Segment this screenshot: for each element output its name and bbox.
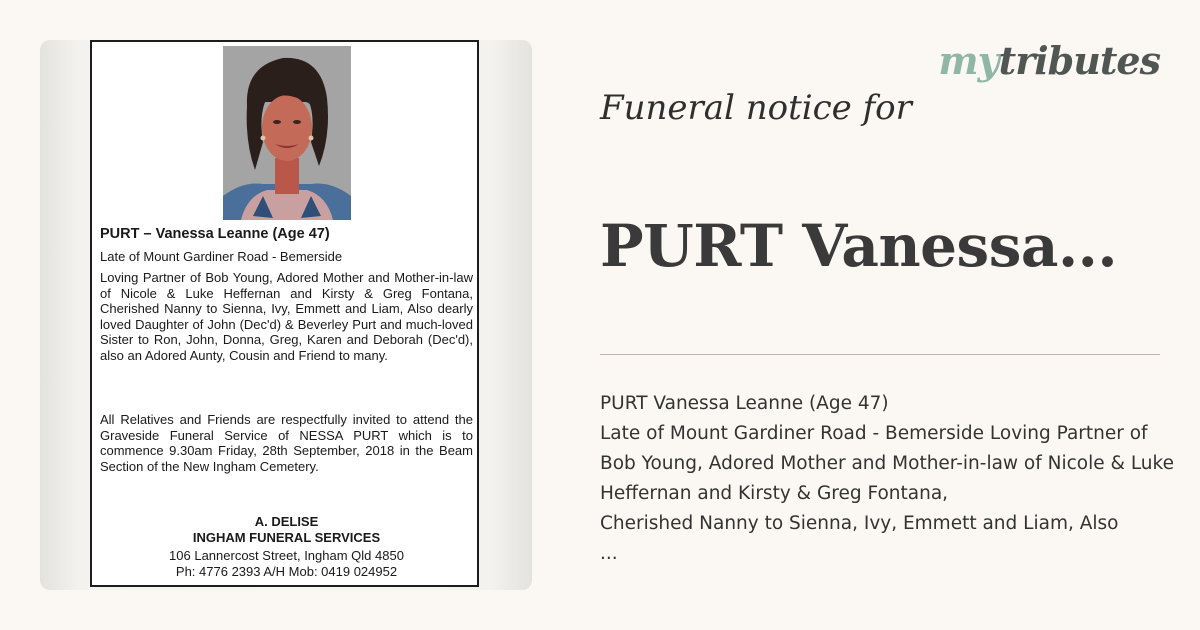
funeral-services-name: INGHAM FUNERAL SERVICES xyxy=(192,530,381,545)
notice-body-family: Loving Partner of Bob Young, Adored Mother and Mother-in-law of Nicole & Luke Heffernan and Kirsty & Greg Fontana, Cherished Nanny to Sienna, Ivy, Emmett and Liam, Also dearly loved Daughter of John (Dec'd) & Beverley Purt and much-loved Sister to Ron, John, Donna, Greg, Karen and Deborah (Dec'd), also an Adored Aunty, Cousin and Friend to many. xyxy=(100,270,473,363)
notice-summary-text: PURT Vanessa Leanne (Age 47) Late of Mount Gardiner Road - Bemerside Loving Partner of Bob Young, Adored Mother and Mother-in-law of Nicole & Luke Heffernan and Kirsty & Greg Fontana, Cherished Nanny to Sienna, Ivy, Emmett and Liam, Also ... xyxy=(600,393,1174,564)
notice-late-of: Late of Mount Gardiner Road - Bemerside xyxy=(100,249,343,264)
deceased-name-title: PURT Vanessa... xyxy=(600,212,1118,280)
logo-part-tributes: tributes xyxy=(998,38,1160,83)
funeral-notice-for-label: Funeral notice for xyxy=(600,88,912,128)
mytributes-logo[interactable] xyxy=(938,38,1160,83)
funeral-services-address: 106 Lannercost Street, Ingham Qld 4850 xyxy=(169,548,404,563)
portrait-photo xyxy=(223,46,351,220)
funeral-notice-image xyxy=(90,40,479,587)
logo-part-my: my xyxy=(938,38,999,83)
divider xyxy=(600,354,1160,355)
funeral-director-name: A. DELISE xyxy=(254,514,319,529)
notice-body-service: All Relatives and Friends are respectfully invited to attend the Graveside Funeral Service of NESSA PURT which is to commence 9.30am Friday, 28th September, 2018 in the Beam Section of the New Ingham Cemetery. xyxy=(100,412,473,474)
funeral-services-phone: Ph: 4776 2393 A/H Mob: 0419 024952 xyxy=(175,564,398,579)
notice-heading: PURT – Vanessa Leanne (Age 47) xyxy=(100,226,330,242)
